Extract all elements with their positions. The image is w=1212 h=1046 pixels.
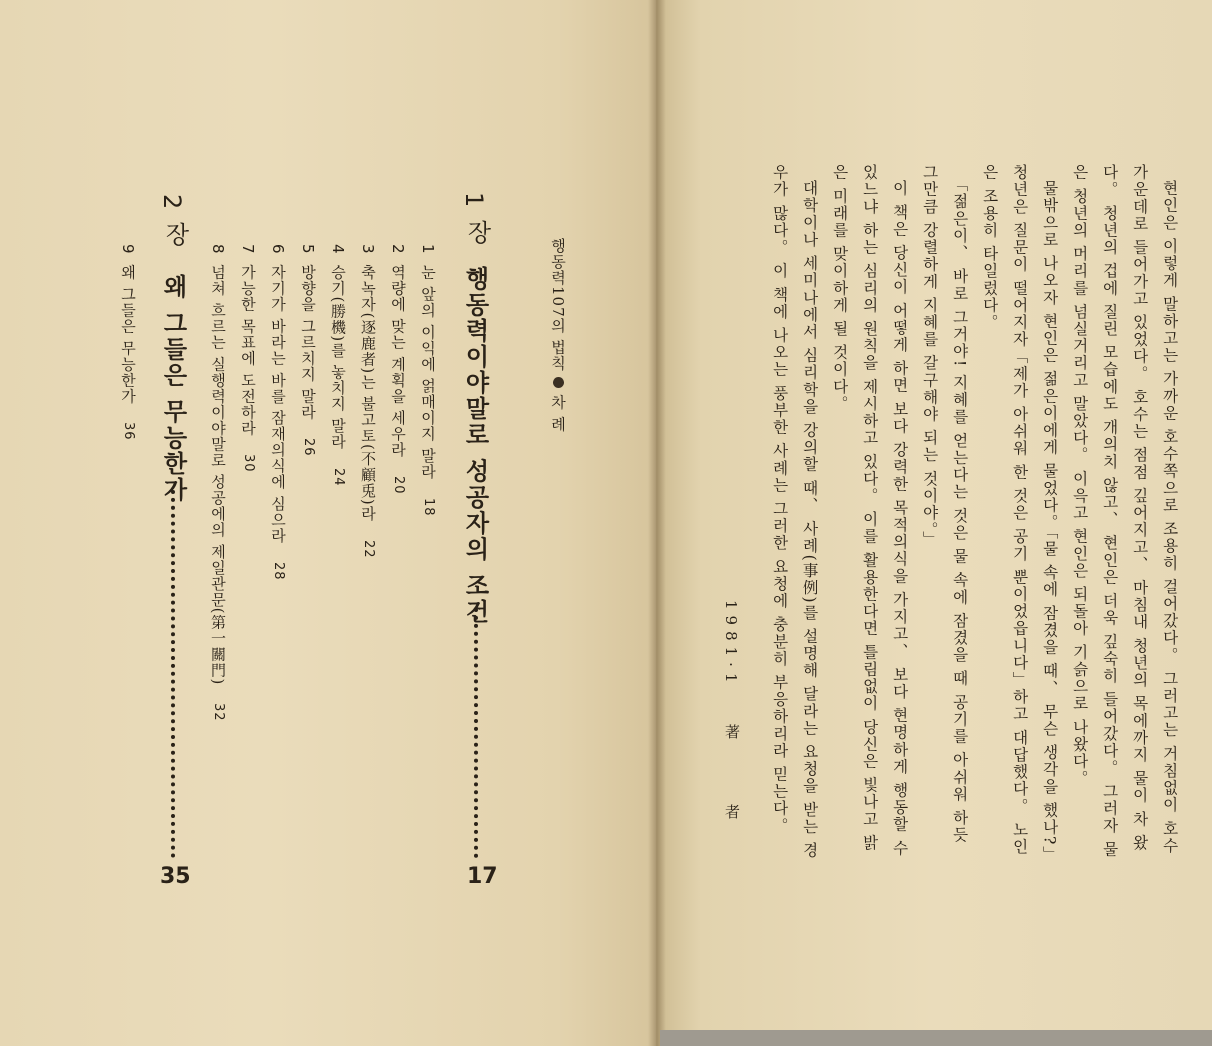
chapter-2-leader-dots [171,490,175,858]
toc-item[interactable] [328,244,349,486]
toc-item[interactable] [238,244,259,473]
item-number: 5 [299,244,317,255]
toc-item[interactable] [418,244,439,516]
preface-column: 대학이나 세미나에서 심리학을 강의할 때、 사례(事例)를 설명해 달라는 요청을 받는 경 [800,180,819,860]
chapter-2-page: 35 [160,864,191,889]
preface-column: 있느냐 하는 심리의 원칙을 제시하고 있다。 이를 활용한다면 틀림없이 당신은 빛나고 밝 [860,164,879,852]
series-title: 행동력107의 법칙 [549,238,567,372]
preface-column: 가운데로 들어가고 있었다。 호수는 점점 깊어지고、 마침내 청년의 목에까지 물이 차 왔 [1130,164,1149,852]
preface-column: 청년은 질문이 떨어지자「제가 아쉬워 한 것은 공기 뿐이었읍니다」하고 대답했다。 노인 [1010,164,1029,856]
toc-item[interactable] [118,244,139,441]
toc-label: 차 례 [549,394,567,433]
chapter-1-number: 1 [460,192,488,208]
item-number: 3 [359,244,377,255]
chapter-2-number: 2 [158,194,186,210]
toc-header [548,238,569,432]
item-page: 22 [361,539,376,559]
chapter-1-label: 장 [463,220,491,246]
item-title: 역량에 맞는 계획을 세우라 [389,264,407,458]
item-title: 방향을 그르치지 말라 [299,264,317,421]
chapter-1-leader-dots [474,608,478,858]
preface-author: 著 者 [723,724,741,849]
preface-column: 그만큼 강렬하게 지혜를 갈구해야 되는 것이야。」 [920,164,939,548]
page-bottom-edge [660,1030,1212,1046]
item-title: 가능한 목표에 도전하라 [239,264,257,437]
item-number: 6 [269,244,287,255]
item-title: 눈 앞의 이익에 얽매이지 말라 [419,264,437,480]
item-number: 7 [239,244,257,255]
item-title: 넘쳐 흐르는 실행력이야말로 성공에의 제일관문(第一關門) [209,264,227,686]
item-title: 왜 그들은 무능한가 [119,264,137,405]
preface-column: 물밖으로 나오자 현인은 젊은이에게 물었다。「물 속에 잠겼을 때、 무슨 생각을 했나?」 [1040,180,1059,864]
toc-item[interactable] [268,244,289,580]
preface-column: 다。 청년의 겁에 질린 모습에도 개의치 않고、 현인은 더욱 깊숙히 들어갔다。 그러자 물 [1100,164,1119,858]
item-number: 4 [329,244,347,255]
item-number: 8 [209,244,227,255]
item-page: 20 [391,475,406,495]
item-page: 18 [421,497,436,517]
item-title: 축녹자(逐鹿者)는 불고토(不顧兎)라 [359,264,377,522]
preface-column: 우가 많다。 이 책에 나오는 풍부한 사례는 그러한 요청에 충분히 부응하리라 믿는다。 [770,164,789,835]
chapter-2-label: 장 [161,222,189,248]
preface-column: 은 조용히 타일렀다。 [980,164,999,331]
preface-date: 1981·1 [722,600,740,689]
item-page: 26 [301,438,316,457]
book-gutter [648,0,666,1046]
bullet-mark-icon [553,377,564,388]
toc-item[interactable] [298,244,319,457]
toc-item[interactable] [388,244,409,494]
item-number: 9 [119,244,137,255]
item-page: 32 [211,703,226,722]
item-title: 자기가 바라는 바를 잠재의식에 심으라 [269,264,287,544]
item-number: 2 [389,244,407,255]
preface-column: 은 청년의 머리를 넘실거리고 말았다。 이윽고 현인은 되돌아 기슭으로 나왔다。 [1070,164,1089,788]
chapter-1-title: 행동력이야말로 성공자의 조건 [461,266,490,625]
toc-item[interactable] [358,244,379,558]
preface-column: 이 책은 당신이 어떻게 하면 보다 강력한 목적의식을 가지고、 보다 현명하게 행동할 수 [890,180,909,857]
item-title: 승기(勝機)를 놓치지 말라 [329,264,347,450]
item-page: 30 [241,454,256,473]
toc-item[interactable] [208,244,229,722]
item-number: 1 [419,244,437,255]
preface-page [656,0,1212,1046]
chapter-1-page: 17 [467,864,498,889]
chapter-2-title: 왜 그들은 무능한가 [159,274,188,503]
item-page: 24 [331,467,346,487]
preface-column: 「젊은이、 바로 그거야! 지혜를 얻는다는 것은 물 속에 잠겼을 때 공기를 아쉬워 하듯 [950,176,969,844]
preface-column: 현인은 이렇게 말하고는 가까운 호수쪽으로 조용히 걸어갔다。 그러고는 거침없이 호수 [1160,180,1179,855]
item-page: 36 [121,422,136,441]
preface-column: 은 미래를 맞이하게 될 것이다。 [830,164,849,413]
item-page: 28 [271,561,286,581]
